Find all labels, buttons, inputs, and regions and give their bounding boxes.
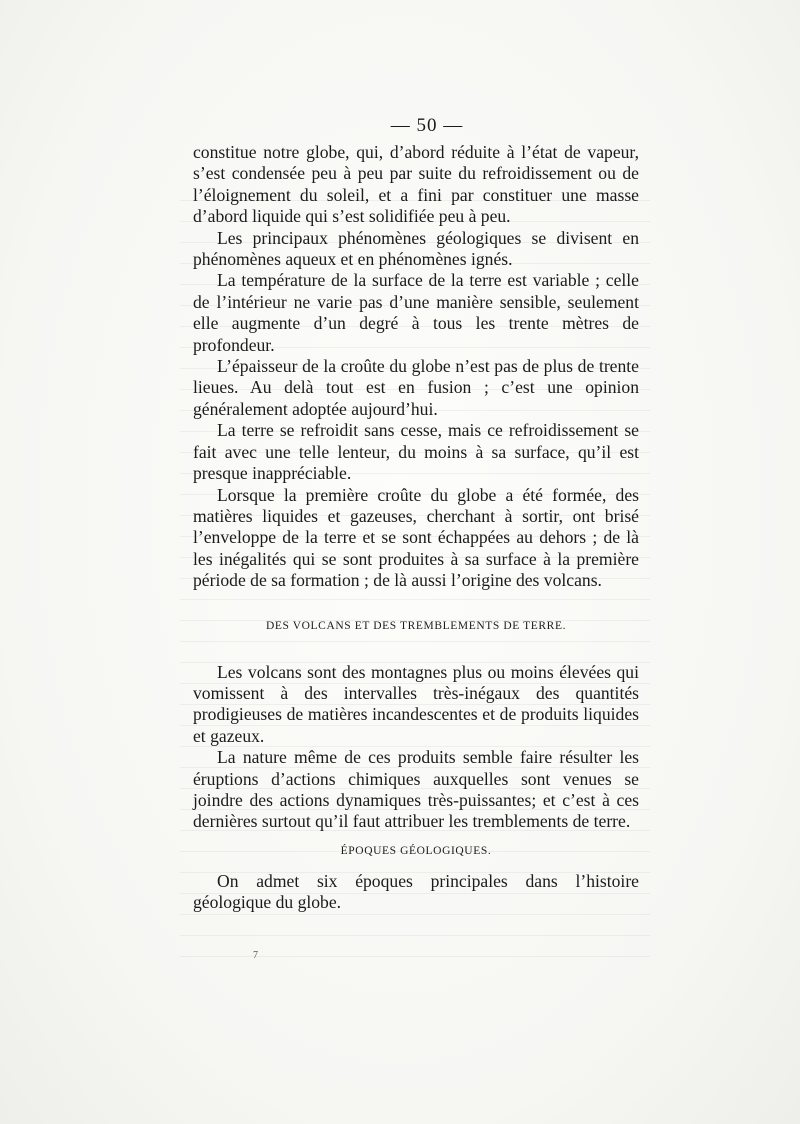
section-heading-volcans: DES VOLCANS ET DES TREMBLEMENTS DE TERRE.: [265, 619, 567, 632]
section-heading-epoques: ÉPOQUES GÉOLOGIQUES.: [340, 844, 492, 857]
paragraph: La température de la surface de la terre est variable ; celle de l’intérieur ne varie pas d’une manière sensible, seulement elle augmente d’un degré à tous les trente mètres de profondeur.: [193, 270, 639, 355]
paragraph: La nature même de ces produits semble faire résulter les éruptions d’actions chimiques auxquelles sont venues se joindre des actions dynamiques très-puissantes; et c’est à ces dernières surtout qu’il faut attribuer les tremblements de terre.: [193, 747, 639, 832]
paragraph: Lorsque la première croûte du globe a été formée, des matières liquides et gazeuses, cherchant à sortir, ont brisé l’enveloppe de la terre et se sont échappées au dehors ; de là les inégalités qui se sont produites à sa surface à la première période de sa formation ; de là aussi l’origine des volcans.: [193, 484, 639, 591]
page-text-block: [193, 112, 639, 914]
paragraph: On admet six époques principales dans l’histoire géologique du globe.: [193, 870, 639, 913]
signature-mark: 7: [253, 950, 258, 961]
paragraph: constitue notre globe, qui, d’abord réduite à l’état de vapeur, s’est condensée peu à peu par suite du refroidissement ou de l’éloignement du soleil, et a fini par constituer une masse d’abord liquide qui s’est solidifiée peu à peu.: [193, 142, 639, 227]
page-number: — 50 —: [390, 115, 464, 136]
paragraph: L’épaisseur de la croûte du globe n’est pas de plus de trente lieues. Au delà tout est en fusion ; c’est une opinion généralement adoptée aujourd’hui.: [193, 356, 639, 419]
paragraph: Les principaux phénomènes géologiques se divisent en phénomènes aqueux et en phénomènes ignés.: [193, 227, 639, 270]
paragraph: Les volcans sont des montagnes plus ou moins élevées qui vomissent à des intervalles très-inégaux des quantités prodigieuses de matières incandescentes et de produits liquides et gazeux.: [193, 661, 639, 746]
paragraph: La terre se refroidit sans cesse, mais ce refroidissement se fait avec une telle lenteur, du moins à sa surface, qu’il est presque inappréciable.: [193, 420, 639, 484]
